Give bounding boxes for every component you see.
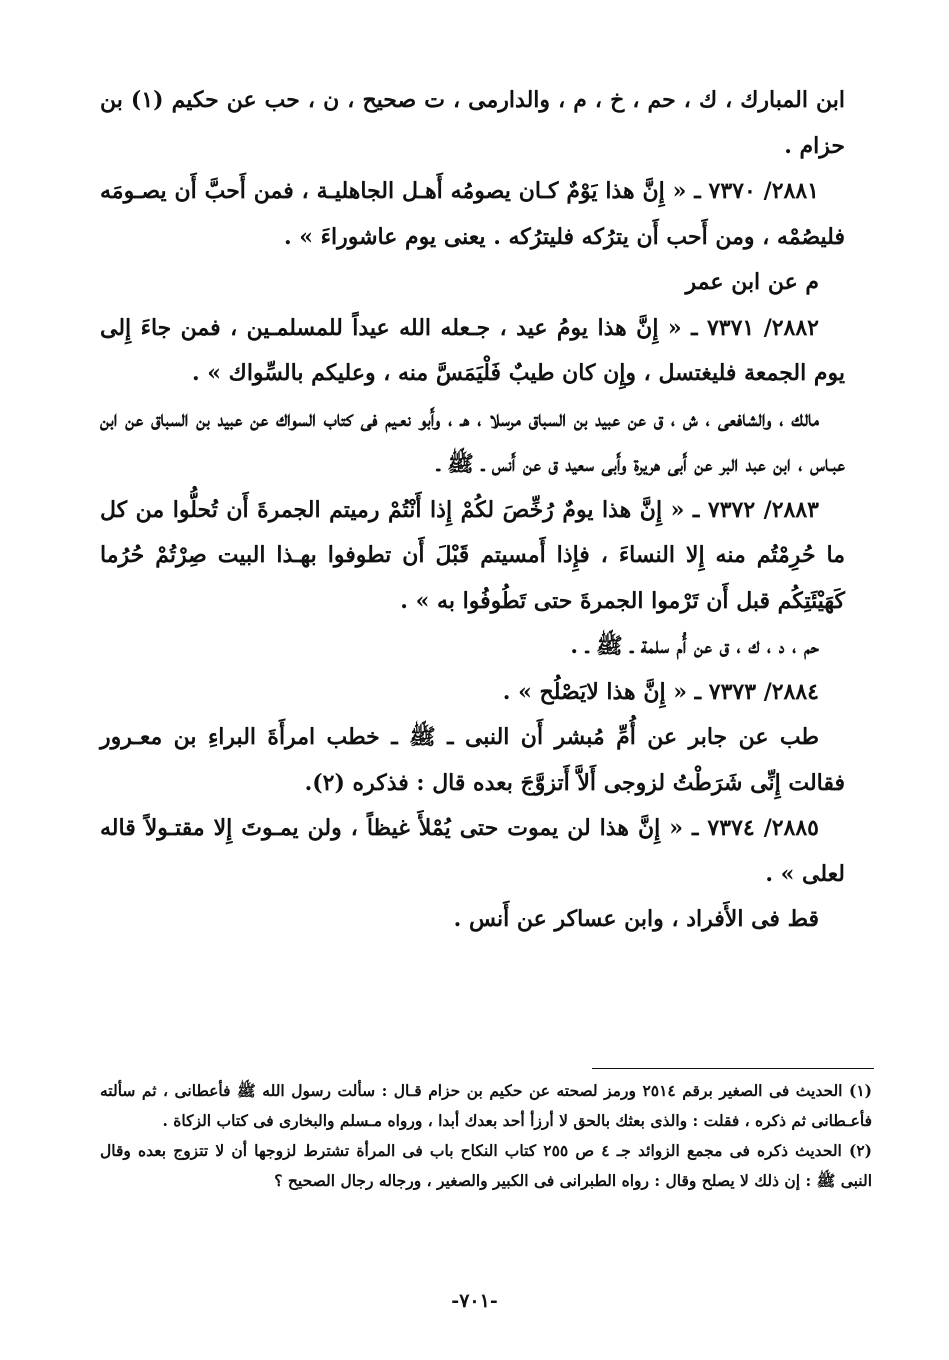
footnote-separator-rule <box>592 1068 874 1069</box>
paragraph: قط فى الأَفراد ، وابن عساكر عن أَنس . <box>453 906 819 932</box>
paragraph: طب عن جابر عن أُمِّ مُبشر أَن النبى ـ ﷺ ـ خطب امرأَةَ البراءِ بن معـرور فقالت إِنِّى شَرَطْتُ لزوجى أَلاَّ أَتزوَّجَ بعده قال : فذكره (٢). <box>100 724 845 796</box>
paragraph: مالك ، والشافعى ، ش ، ق عن عبيد بن السباق مرسلا ، هـ ، وأَبو نعـيم فى كتاب السواك عن عبيد بن السباق عن ابن عبـاس ، ابن عبد البر عن أَبى هريرة وأَبى سعيد ق عن أَنس ـ ﷺ ـ <box>100 405 845 477</box>
paragraph: ٢٨٨١/ ٧٣٧٠ ـ « إِنَّ هذا يَوْمٌ كـان يصومُه أَهـل الجاهليـة ، فمن أَحبَّ أَن يصـومَه فليصُمْه ، ومن أَحب أَن يترُكه فليترُكه . يعنى يوم عاشوراءَ » . <box>100 178 845 250</box>
paragraph: حم ، د ، ك ، ق عن أُم سلمة ـ ﷺ ـ . <box>570 633 819 659</box>
paragraph: ابن المبارك ، ك ، حم ، خ ، م ، والدارمى ، ت صحيح ، ن ، حب عن حكيم (١) بن حزام . <box>100 87 845 159</box>
paragraph: ٢٨٨٤/ ٧٣٧٣ ـ « إِنَّ هذا لايَصْلُح » . <box>502 678 819 705</box>
footnote: (١) الحديث فى الصغير برقم ٢٥١٤ ورمز لصحته عن حكيم بن حزام قـال : سألت رسول الله ﷺ فأعطانى ، ثم سألته فأعـطانى ثم ذكره ، فقلت : والذى بعثك بالحق لا أرزأ أحد بعدك أبدا ، ورواه مـسلم والبخارى فى كتاب الزكاة . <box>100 1081 872 1130</box>
paragraph: ٢٨٨٢/ ٧٣٧١ ـ « إِنَّ هذا يومُ عيد ، جـعله الله عيداً للمسلمـين ، فمن جاءَ إِلى يوم الجمعة فليغتسل ، وإِن كان طيبٌ فَلْيَمَسَّ منه ، وعليكم بالسِّواك » . <box>100 314 845 386</box>
paragraph: م عن ابن عمر <box>685 269 819 295</box>
paragraph: ٢٨٨٥/ ٧٣٧٤ ـ « إِنَّ هذا لن يموت حتى يُمْلأَ غيظاً ، ولن يمـوتَ إِلا مقتـولاً قاله لعلى » . <box>100 815 845 887</box>
main-text-body <box>100 78 845 943</box>
footnotes-section <box>100 1076 872 1196</box>
page-number: -٧٠١- <box>451 1290 498 1312</box>
footnote: (٢) الحديث ذكره فى مجمع الزوائد جـ ٤ ص ٢٥٥ كتاب النكاح باب فى المرأة تشترط لزوجها أن لا تتزوج بعده وقال النبى ﷺ : إن ذلك لا يصلح وقال : رواه الطبرانى فى الكبير والصغير ، ورجاله رجال الصحيح ؟ <box>100 1141 872 1190</box>
paragraph: ٢٨٨٣/ ٧٣٧٢ ـ « إِنَّ هذا يومٌ رُخِّصَ لكُمْ إِذا أَنْتُمْ رميتم الجمرةَ أَن تُحلُّوا من كل ما حُرِمْتُم منه إِلا النساءَ ، فإِذا أَمسيتم قَبْلَ أَن تطوفوا بهـذا البيت صِرْتُمْ حُرُما كَهَيْئَتِكُم قبل أَن تَرْموا الجمرةَ حتى تَطُوفُوا به » . <box>100 496 845 614</box>
